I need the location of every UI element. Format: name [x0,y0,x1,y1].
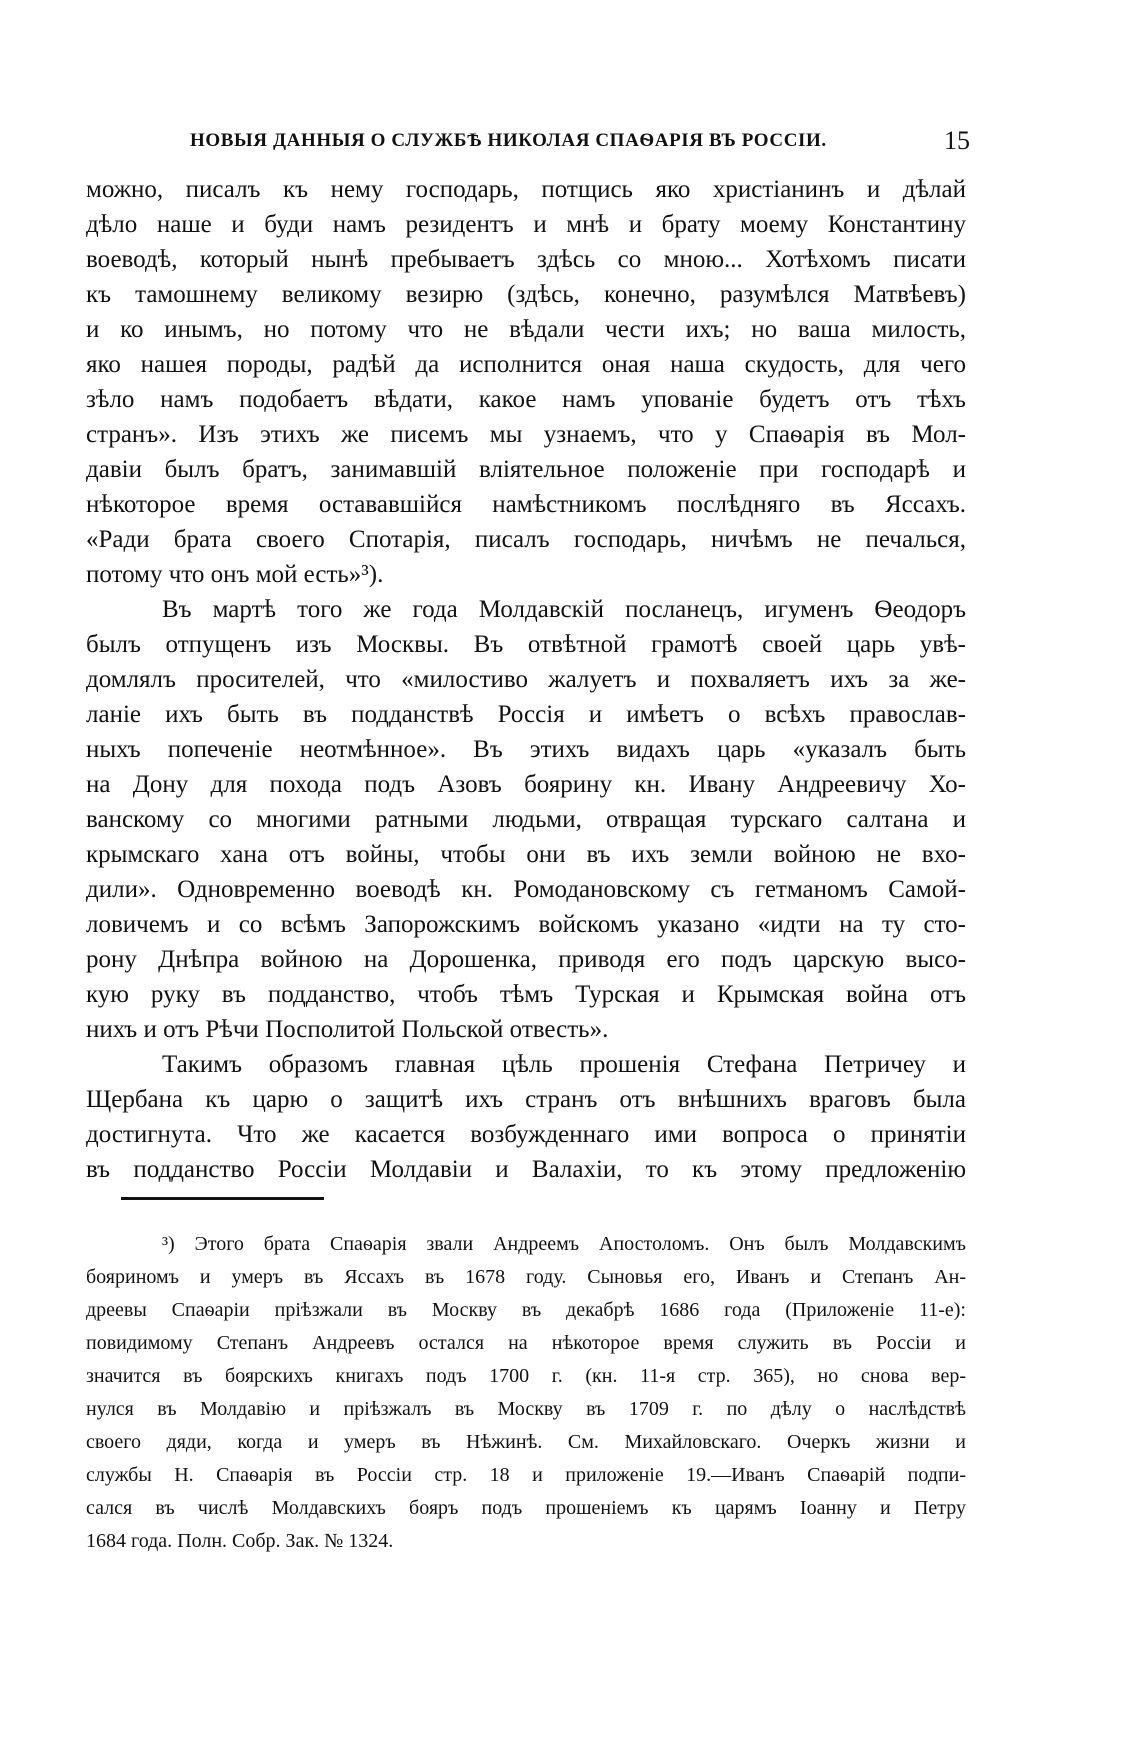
footnote-line: своего дяди, когда и умеръ въ Нѣжинѣ. См. Михайловскаго. Очеркъ жизни и [86,1431,966,1453]
text-line: и ко инымъ, но потому что не вѣдали чести ихъ; но ваша милость, [86,316,966,343]
text-line: яко нашея породы, радѣй да исполнится оная наша скудость, для чего [86,351,966,378]
page-header [190,126,970,158]
text-line: нѣкоторое время остававшійся намѣстникомъ послѣдняго въ Яссахъ. [86,491,966,518]
text-line: ловичемъ и со всѣмъ Запорожскимъ войскомъ указано «идти на ту сто- [86,911,966,938]
text-line: на Дону для похода подъ Азовъ боярину кн. Ивану Андреевичу Хо- [86,771,966,798]
text-line: «Ради брата своего Спотарія, писалъ господарь, ничѣмъ не печалься, [86,526,966,553]
running-title: НОВЫЯ ДАННЫЯ О СЛУЖБѢ НИКОЛАЯ СПАѲАРІЯ ВЪ РОССІИ. [190,130,827,151]
footnote-separator [121,1197,324,1200]
text-line: Щербана къ царю о защитѣ ихъ странъ отъ внѣшнихъ враговъ была [86,1086,966,1113]
footnote-line: бояриномъ и умеръ въ Яссахъ въ 1678 году. Сыновья его, Иванъ и Степанъ Ан- [86,1266,966,1288]
text-line: зѣло намъ подобаетъ вѣдати, какое намъ упованіе будетъ отъ тѣхъ [86,386,966,413]
text-line: къ тамошнему великому везирю (здѣсь, конечно, разумѣлся Матвѣевъ) [86,281,966,308]
text-line: ныхъ попеченіе неотмѣнное». Въ этихъ видахъ царь «указалъ быть [86,736,966,763]
footnote-line: повидимому Степанъ Андреевъ остался на нѣкоторое время служить въ Россіи и [86,1332,966,1354]
text-line: давіи былъ братъ, занимавшій вліятельное положеніе при господарѣ и [86,456,966,483]
text-line: рону Днѣпра войною на Дорошенка, приводя его подъ царскую высо- [86,946,966,973]
footnote-line: ³) Этого брата Спаѳарія звали Андреемъ Апостоломъ. Онъ былъ Молдавскимъ [162,1233,966,1255]
footnote-line: значится въ боярскихъ книгахъ подъ 1700 г. (кн. 11-я стр. 365), но снова вер- [86,1365,966,1387]
text-line: странъ». Изъ этихъ же писемъ мы узнаемъ, что у Спаѳарія въ Мол- [86,421,966,448]
text-line: можно, писалъ къ нему господарь, потщись яко христіанинъ и дѣлай [86,176,966,203]
text-line: домлялъ просителей, что «милостиво жалуетъ и похваляетъ ихъ за же- [86,666,966,693]
footnote-line: сался въ числѣ Молдавскихъ бояръ подъ прошеніемъ къ царямъ Іоанну и Петру [86,1497,966,1519]
text-line: дѣло наше и буди намъ резидентъ и мнѣ и брату моему Константину [86,211,966,238]
text-line: дили». Одновременно воеводѣ кн. Ромодановскому съ гетманомъ Самой- [86,876,966,903]
text-line: ванскому со многими ратными людьми, отвращая турскаго салтана и [86,806,966,833]
text-line: въ подданство Россіи Молдавіи и Валахіи, то къ этому предложенію [86,1156,966,1183]
text-line: нихъ и отъ Рѣчи Посполитой Польской отвесть». [86,1016,609,1043]
footnote-line: 1684 года. Полн. Собр. Зак. № 1324. [86,1530,394,1552]
main-text [86,172,966,1187]
paragraph-start-line: Въ мартѣ того же года Молдавскій посланецъ, игуменъ Ѳеодоръ [162,596,966,623]
text-line: крымскаго хана отъ войны, чтобы они въ ихъ земли войною не вхо- [86,841,966,868]
text-line: былъ отпущенъ изъ Москвы. Въ отвѣтной грамотѣ своей царь увѣ- [86,631,966,658]
page-number: 15 [944,126,970,155]
text-line: потому что онъ мой есть»³). [86,561,384,588]
paragraph-start-line: Такимъ образомъ главная цѣль прошенія Стефана Петричеу и [162,1051,966,1078]
text-line: ланіе ихъ быть въ подданствѣ Россія и имѣетъ о всѣхъ православ- [86,701,966,728]
text-line: кую руку въ подданство, чтобъ тѣмъ Турская и Крымская война отъ [86,981,966,1008]
text-line: воеводѣ, который нынѣ пребываетъ здѣсь со мною... Хотѣхомъ писати [86,246,966,273]
text-line: достигнута. Что же касается возбужденнаго ими вопроса о принятіи [86,1121,966,1148]
footnote-line: нулся въ Молдавію и пріѣзжалъ въ Москву въ 1709 г. по дѣлу о наслѣдствѣ [86,1398,966,1420]
footnotes [86,1228,966,1558]
footnote-line: дреевы Спаѳаріи пріѣзжали въ Москву въ декабрѣ 1686 года (Приложеніе 11-е): [86,1299,966,1321]
footnote-line: службы Н. Спаѳарія въ Россіи стр. 18 и приложеніе 19.—Иванъ Спаѳарій подпи- [86,1464,966,1486]
